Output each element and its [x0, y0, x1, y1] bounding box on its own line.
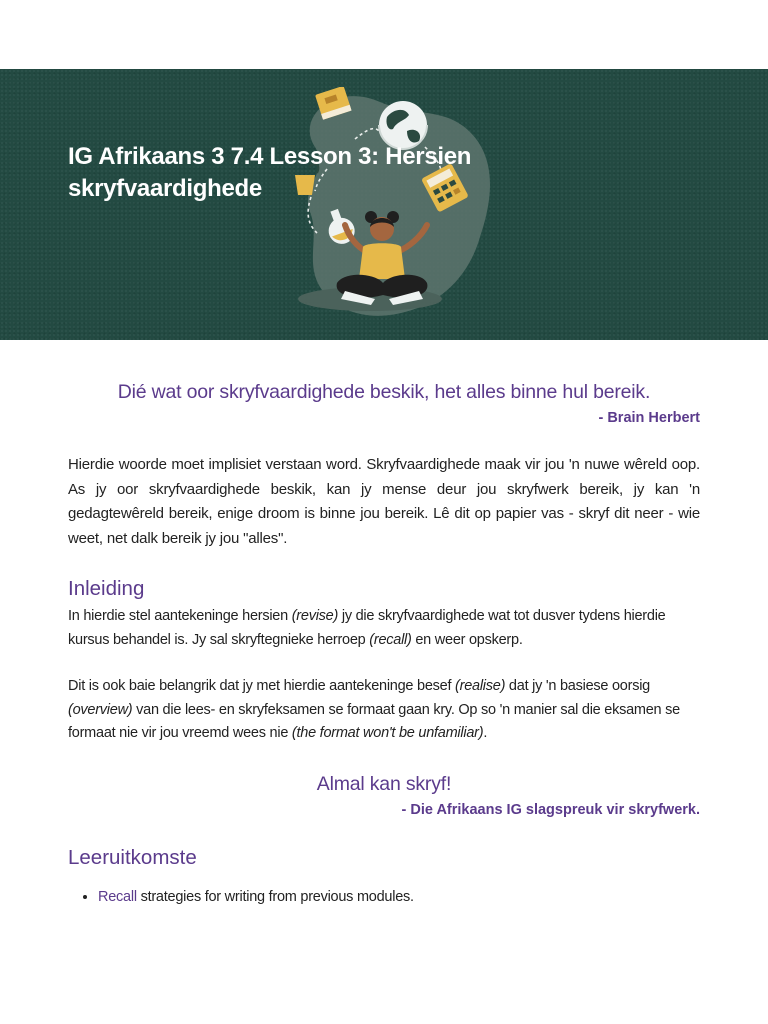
- slogan-attribution: - Die Afrikaans IG slagspreuk vir skryfwerk.: [401, 801, 700, 818]
- term-revise: (revise): [291, 608, 339, 624]
- header-banner: [0, 69, 768, 340]
- term-recall: (recall): [369, 631, 412, 648]
- term-overview: (overview): [68, 701, 133, 718]
- term-realise: (realise): [455, 678, 506, 694]
- text-segment: dat jy 'n basiese oorsig: [505, 678, 650, 694]
- learning-outcomes-list: [68, 886, 700, 908]
- inleiding-paragraph-2: [68, 675, 700, 746]
- page-title: IG Afrikaans 3 7.4 Lesson 3: Hersien skryfvaardighede: [68, 143, 472, 202]
- section-heading-leeruitkomste: Leeruitkomste: [68, 845, 197, 869]
- inleiding-paragraph-1: [68, 605, 700, 652]
- student-juggling-illustration: [275, 87, 500, 327]
- outcome-keyword: Recall: [98, 888, 137, 905]
- text-segment: jy die skryfvaardighede wat tot dusver tydens hierdie kursus behandel is. Jy sal skryftegnieke herroep: [68, 608, 666, 648]
- text-segment: van die lees- en skryfeksamen se formaat gaan kry. Op so 'n manier sal die eksamen se formaat nie vir jou vreemd wees nie: [68, 701, 680, 741]
- text-segment: In hierdie stel aantekeninge hersien: [68, 608, 292, 624]
- section-heading-inleiding: Inleiding: [68, 577, 145, 600]
- intro-paragraph: Hierdie woorde moet implisiet verstaan word. Skryfvaardighede maak vir jou 'n nuwe wêreld oop. As jy oor skryfvaardighede beskik, kan jy mense deur jou skryfwerk bereik, jy kan 'n gedagtewêreld bereik, enige droom is binne jou bereik. Lê dit op papier vas - skryf dit neer - wie weet, net dalk bereik jy jou "alles".: [68, 456, 700, 547]
- main-content: [68, 378, 700, 908]
- text-segment: en weer opskerp.: [411, 631, 523, 648]
- text-segment: .: [483, 725, 488, 741]
- text-segment: Dit is ook baie belangrik dat jy met hierdie aantekeninge besef: [68, 678, 456, 694]
- quote-text: Dié wat oor skryfvaardighede beskik, het alles binne hul bereik.: [117, 381, 651, 403]
- list-item: [98, 886, 700, 908]
- outcome-text: strategies for writing from previous modules.: [136, 888, 414, 905]
- term-unfamiliar: (the format won't be unfamiliar): [291, 725, 484, 741]
- slogan-text: Almal kan skryf!: [316, 772, 452, 795]
- quote-attribution: - Brain Herbert: [598, 410, 700, 426]
